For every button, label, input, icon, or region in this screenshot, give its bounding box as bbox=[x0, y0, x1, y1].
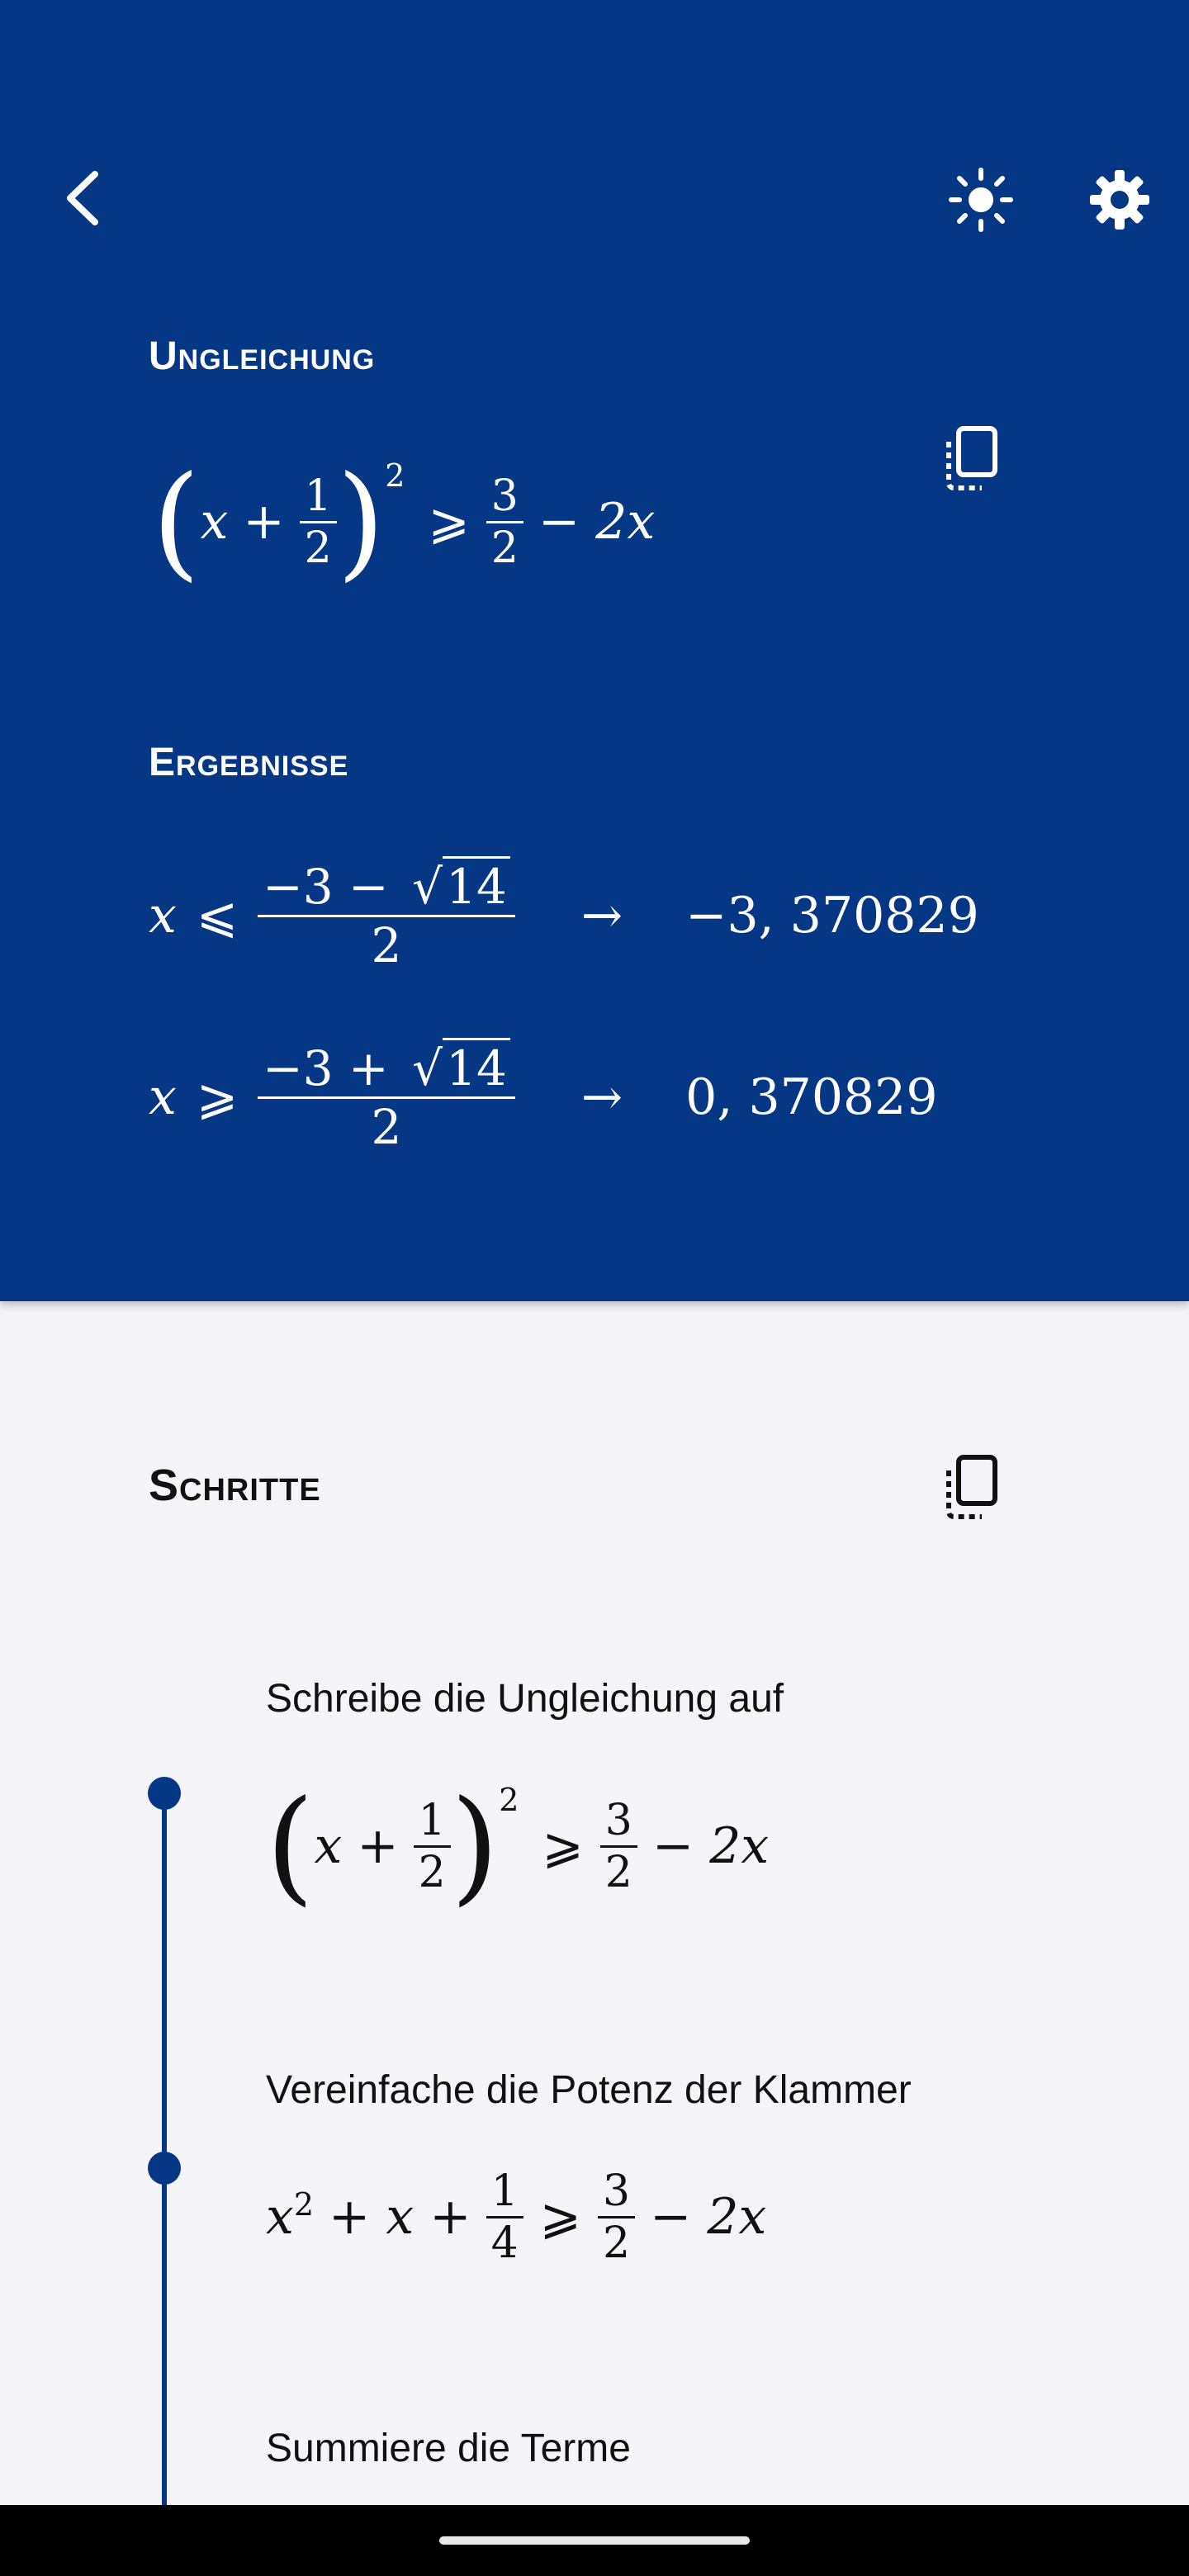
chevron-left-icon bbox=[62, 169, 103, 227]
gear-icon bbox=[1088, 168, 1151, 231]
result-value: −3, 370829 bbox=[685, 887, 979, 945]
step-3-title: Summiere die Terme bbox=[266, 2427, 631, 2470]
result-arrow: → bbox=[580, 887, 623, 945]
step-2-title: Vereinfache die Potenz der Klammer bbox=[266, 2068, 912, 2112]
inequality-exponent: 2 bbox=[385, 457, 405, 494]
result-row-2: x ⩾ $\frac{-3 + √14}{2}$ → 0, 370829 bbox=[149, 1027, 938, 1167]
home-gesture-handle[interactable] bbox=[439, 2536, 750, 2545]
fraction-numerator: 1 bbox=[304, 471, 332, 521]
fraction-denominator: 2 bbox=[304, 523, 332, 573]
result-fraction: $\frac{-3 - √14}{2}$ bbox=[258, 859, 515, 973]
step-1-title: Schreibe die Ungleichung auf bbox=[266, 1677, 784, 1721]
step-1-expression: ( x + $\frac{1}{2}$ ) 2 ⩾ $\frac{3}{2}$ − 2x bbox=[266, 1774, 770, 1918]
inequality-relation: ⩾ bbox=[428, 493, 470, 551]
inequality-plus: + bbox=[243, 493, 285, 551]
inequality-rhs-rest: − 2x bbox=[538, 493, 656, 551]
result-relation: ⩽ bbox=[196, 887, 239, 945]
inequality-label: Ungleichung bbox=[149, 334, 376, 378]
results-label: Ergebnisse bbox=[149, 741, 349, 784]
steps-timeline bbox=[162, 1792, 167, 2505]
result-fraction: $\frac{-3 + √14}{2}$ bbox=[258, 1040, 515, 1155]
back-button[interactable] bbox=[50, 165, 116, 231]
steps-label: Schritte bbox=[149, 1461, 321, 1510]
step-2-expression: x 2 + x + $\frac{1}{4}$ ⩾ $\frac{3}{2}$ − 2x bbox=[266, 2166, 767, 2268]
inequality-rhs-fraction: $\frac{3}{2}$ bbox=[486, 471, 523, 573]
copy-inequality-button[interactable] bbox=[938, 421, 1004, 495]
theme-toggle-button[interactable] bbox=[946, 165, 1016, 234]
step-1-marker bbox=[148, 1777, 181, 1810]
copy-icon bbox=[940, 1452, 1002, 1522]
result-row-1: x ⩽ $\frac{-3 - √14}{2}$ → −3, 370829 bbox=[149, 845, 979, 986]
result-value: 0, 370829 bbox=[685, 1068, 938, 1126]
copy-icon bbox=[940, 424, 1002, 493]
copy-steps-button[interactable] bbox=[938, 1450, 1004, 1524]
inequality-var: x bbox=[200, 493, 229, 551]
result-relation: ⩾ bbox=[196, 1068, 239, 1126]
step-2-marker bbox=[148, 2152, 181, 2185]
brightness-icon bbox=[948, 167, 1014, 233]
result-arrow: → bbox=[580, 1068, 623, 1126]
inequality-fraction bbox=[300, 471, 337, 573]
inequality-expression: ( x + $\frac{1}{2}$ ) 2 ⩾ $\frac{3}{2}$ − 2x bbox=[152, 450, 656, 594]
settings-button[interactable] bbox=[1085, 165, 1154, 234]
